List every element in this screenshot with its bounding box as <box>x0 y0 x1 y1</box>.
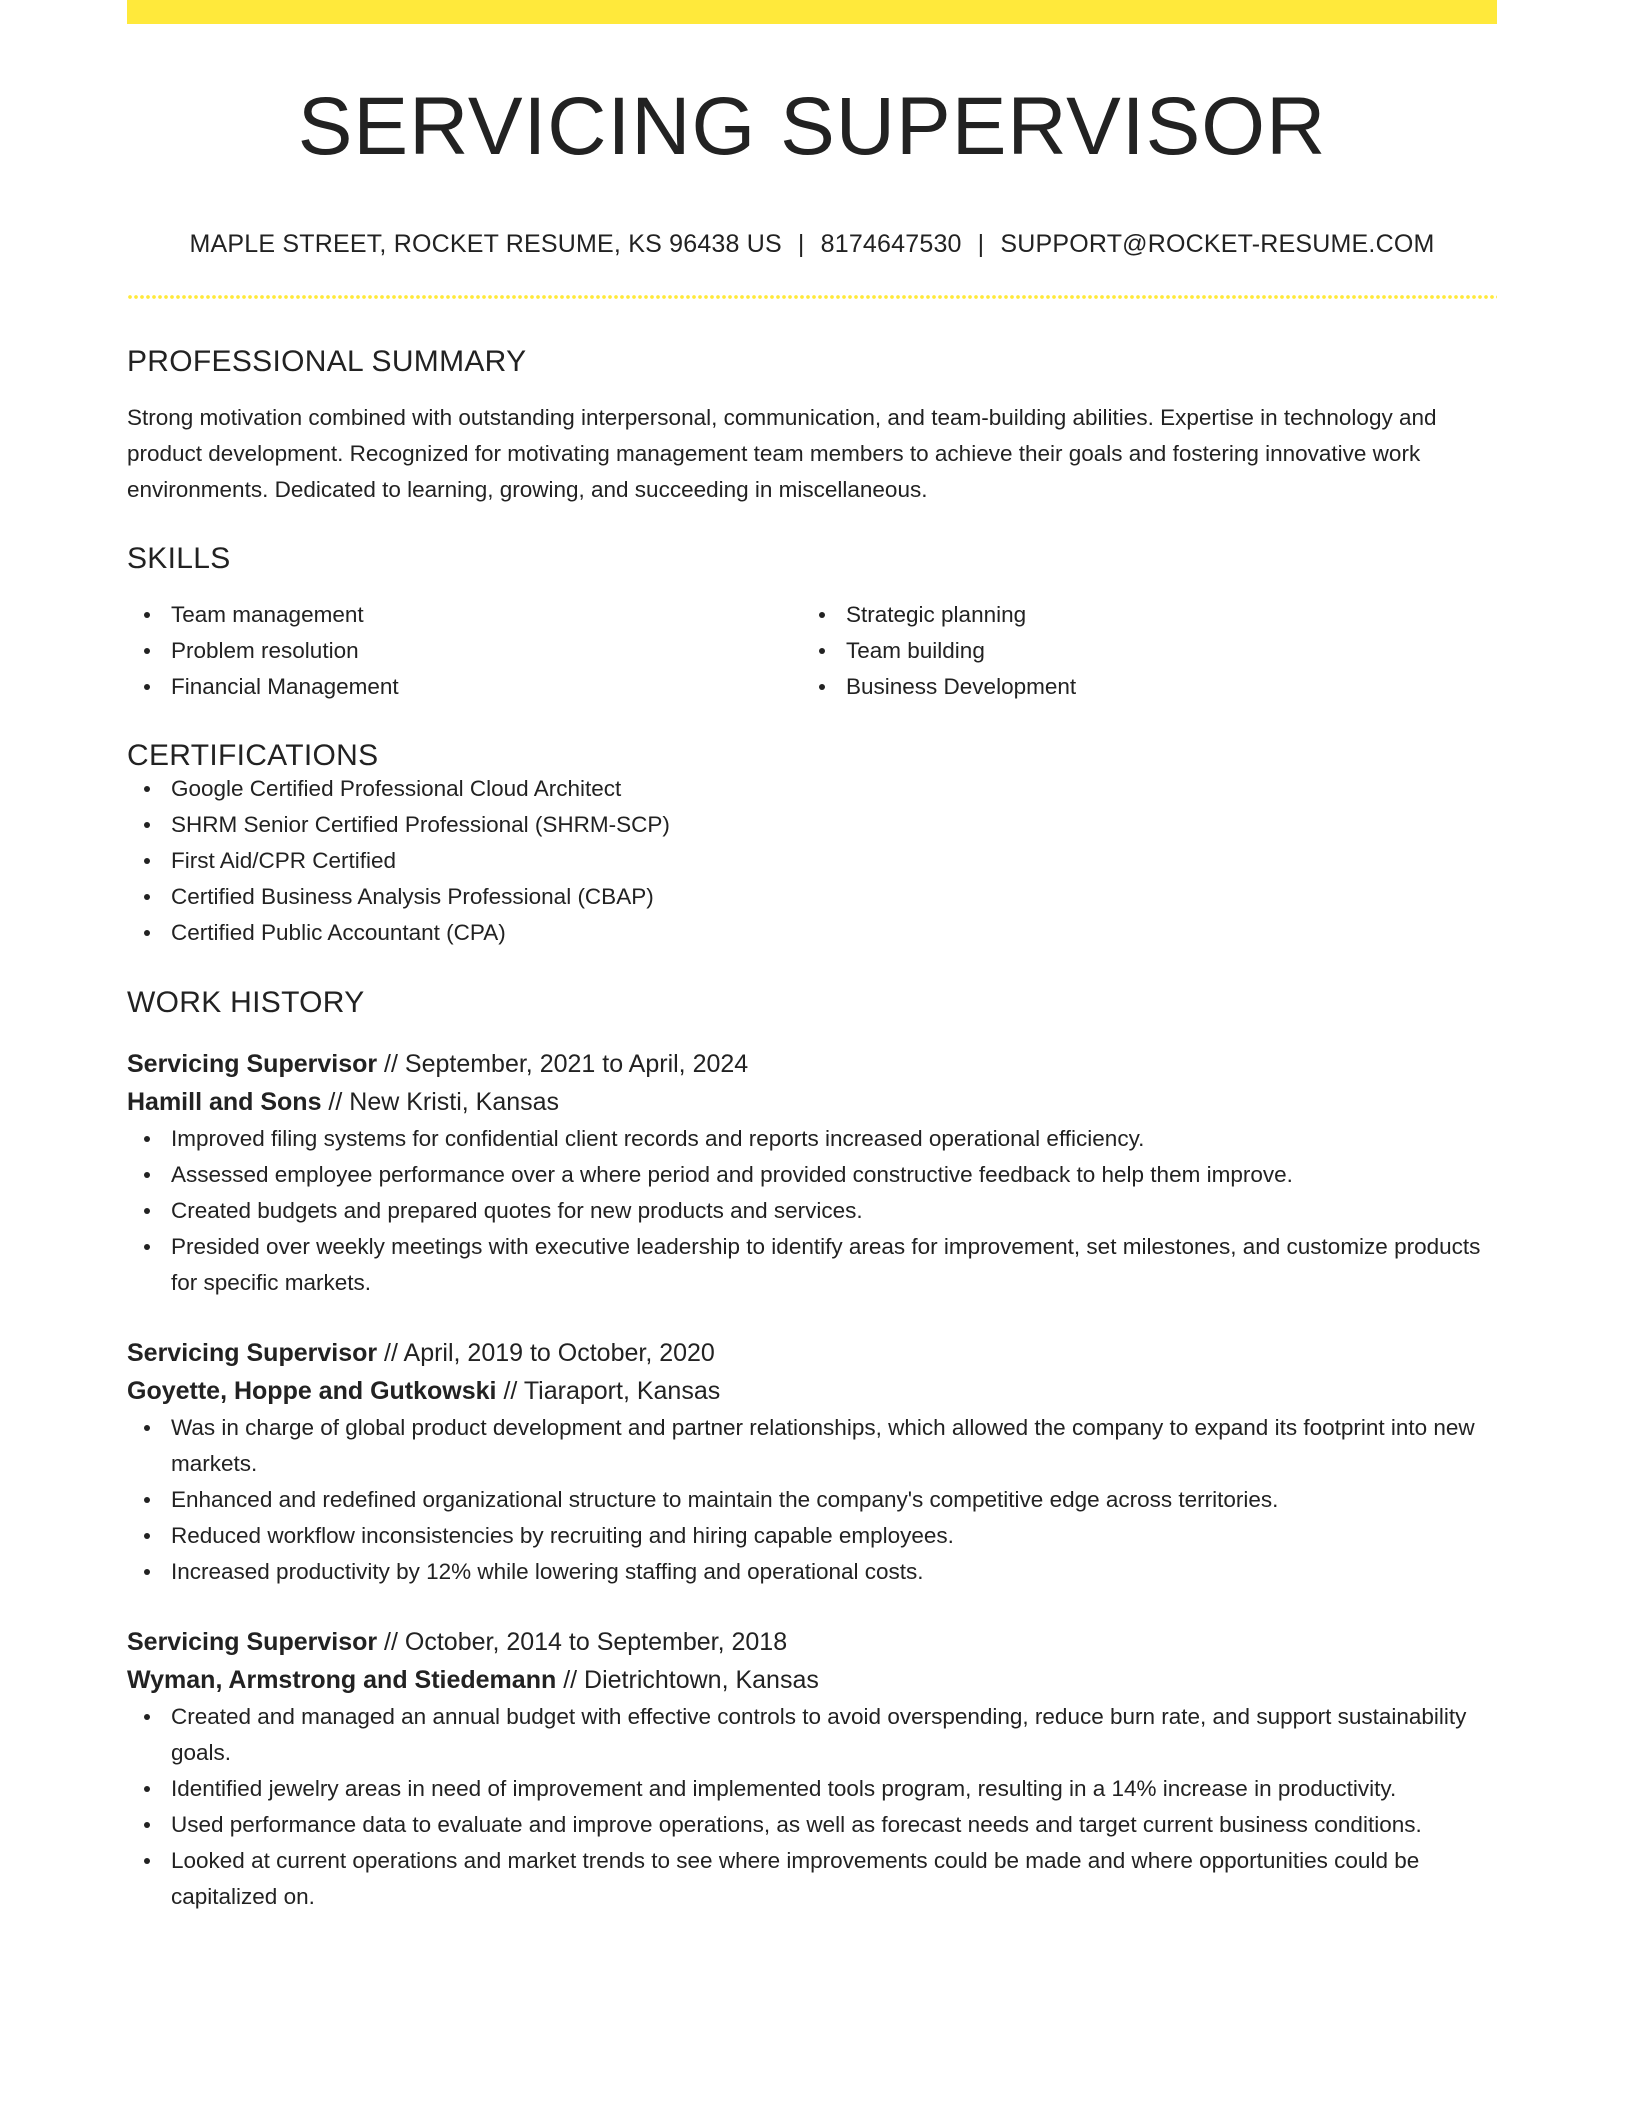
job-company-line <box>127 1372 1497 1410</box>
job-role-line <box>127 1334 1497 1372</box>
job-role: Servicing Supervisor <box>127 1628 378 1656</box>
skill-item: Financial Management <box>171 669 802 705</box>
resume-name: SERVICING SUPERVISOR <box>297 81 1327 172</box>
skill-item: Business Development <box>846 669 1477 705</box>
resume-page <box>127 0 1497 1915</box>
job-role: Servicing Supervisor <box>127 1339 378 1367</box>
job-company: Goyette, Hoppe and Gutkowski <box>127 1377 497 1405</box>
job-entry <box>127 1334 1497 1590</box>
job-bullet: Created budgets and prepared quotes for new products and services. <box>171 1193 1497 1229</box>
job-bullets <box>127 1410 1497 1590</box>
skill-item: Team management <box>171 597 802 633</box>
job-bullet: Identified jewelry areas in need of improvement and implemented tools program, resulting in a 14% increase in productivity. <box>171 1771 1497 1807</box>
contact-address: MAPLE STREET, ROCKET RESUME, KS 96438 US <box>189 230 782 258</box>
summary-heading: PROFESSIONAL SUMMARY <box>127 345 527 378</box>
contact-phone: 8174647530 <box>820 230 962 258</box>
summary-text: Strong motivation combined with outstanding interpersonal, communication, and team-building abilities. Expertise in technology and product development. Recognized for motivating management team members to achieve their goals and fostering innovative work environments. Dedicated to learning, growing, and succeeding in miscellaneous. <box>127 405 1437 502</box>
job-bullet: Increased productivity by 12% while lowering staffing and operational costs. <box>171 1554 1497 1590</box>
contact-line <box>127 232 1497 257</box>
skill-item: Team building <box>846 633 1477 669</box>
certification-item: First Aid/CPR Certified <box>171 843 1497 879</box>
skills-heading: SKILLS <box>127 542 231 575</box>
skills-grid <box>127 597 1497 705</box>
contact-email: SUPPORT@ROCKET-RESUME.COM <box>1000 230 1435 258</box>
certifications-list <box>127 771 1497 951</box>
job-bullet: Assessed employee performance over a where period and provided constructive feedback to help them improve. <box>171 1157 1497 1193</box>
certification-item: SHRM Senior Certified Professional (SHRM-SCP) <box>171 807 1497 843</box>
job-bullet: Looked at current operations and market trends to see where improvements could be made and where opportunities could be capitalized on. <box>171 1843 1497 1915</box>
contact-separator: | <box>977 230 985 258</box>
skills-column-left <box>127 597 802 705</box>
dotted-divider <box>127 295 1497 299</box>
job-bullets <box>127 1699 1497 1915</box>
job-company-line <box>127 1661 1497 1699</box>
job-bullet: Created and managed an annual budget with effective controls to avoid overspending, reduce burn rate, and support sustainability goals. <box>171 1699 1497 1771</box>
job-bullet: Used performance data to evaluate and improve operations, as well as forecast needs and target current business conditions. <box>171 1807 1497 1843</box>
certification-item: Certified Business Analysis Professional (CBAP) <box>171 879 1497 915</box>
accent-top-bar <box>127 0 1497 24</box>
job-location: // New Kristi, Kansas <box>321 1088 560 1116</box>
skills-list-left <box>127 597 802 705</box>
certification-item: Google Certified Professional Cloud Architect <box>171 771 1497 807</box>
job-company: Wyman, Armstrong and Stiedemann <box>127 1666 557 1694</box>
job-role-line <box>127 1623 1497 1661</box>
job-bullets <box>127 1121 1497 1301</box>
contact-separator: | <box>797 230 805 258</box>
job-role: Servicing Supervisor <box>127 1050 378 1078</box>
job-location: // Tiaraport, Kansas <box>496 1377 721 1405</box>
job-bullet: Enhanced and redefined organizational structure to maintain the company's competitive edge across territories. <box>171 1482 1497 1518</box>
work-history-heading: WORK HISTORY <box>127 986 365 1019</box>
job-dates: // October, 2014 to September, 2018 <box>377 1628 788 1656</box>
job-role-line <box>127 1045 1497 1083</box>
job-entry <box>127 1045 1497 1301</box>
certification-item: Certified Public Accountant (CPA) <box>171 915 1497 951</box>
job-bullet: Reduced workflow inconsistencies by recruiting and hiring capable employees. <box>171 1518 1497 1554</box>
skill-item: Strategic planning <box>846 597 1477 633</box>
job-dates: // April, 2019 to October, 2020 <box>377 1339 715 1367</box>
skills-list-right <box>802 597 1477 705</box>
job-bullet: Improved filing systems for confidential client records and reports increased operational efficiency. <box>171 1121 1497 1157</box>
job-bullet: Was in charge of global product development and partner relationships, which allowed the company to expand its footprint into new markets. <box>171 1410 1497 1482</box>
job-company: Hamill and Sons <box>127 1088 322 1116</box>
job-location: // Dietrichtown, Kansas <box>556 1666 819 1694</box>
skills-column-right <box>802 597 1477 705</box>
job-bullet: Presided over weekly meetings with executive leadership to identify areas for improvement, set milestones, and customize products for specific markets. <box>171 1229 1497 1301</box>
job-company-line <box>127 1083 1497 1121</box>
skill-item: Problem resolution <box>171 633 802 669</box>
certifications-heading: CERTIFICATIONS <box>127 739 379 772</box>
job-entry <box>127 1623 1497 1915</box>
job-dates: // September, 2021 to April, 2024 <box>377 1050 749 1078</box>
